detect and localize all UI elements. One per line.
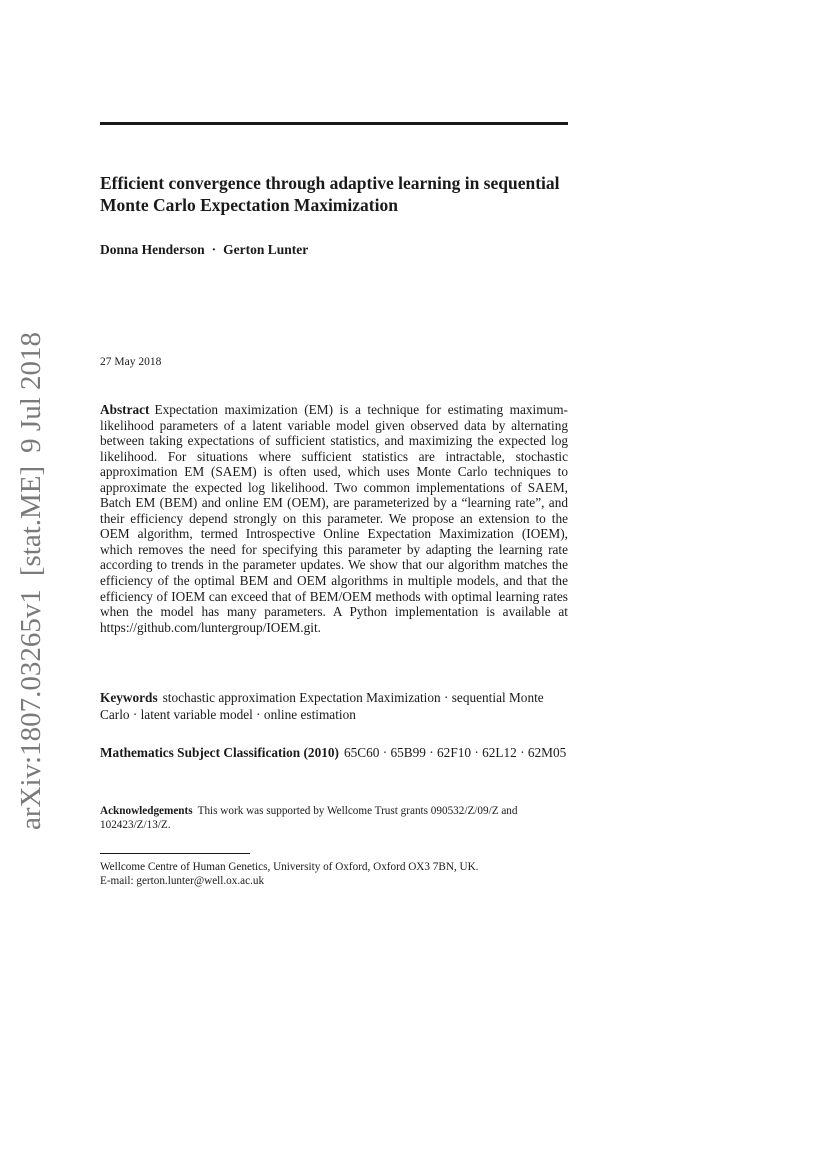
author-list [100, 241, 570, 259]
arxiv-id: arXiv:1807.03265v1 [15, 589, 47, 830]
keywords [100, 689, 568, 723]
footnote-rule [100, 853, 250, 854]
msc-codes: 65C60 · 65B99 · 62F10 · 62L12 · 62M05 [343, 745, 567, 760]
author-name: Donna Henderson [100, 242, 205, 257]
acknowledgements-text: This work was supported by Wellcome Trust grants 090532/Z/09/Z and 102423/Z/13/Z. [100, 805, 518, 831]
acknowledgements-label: Acknowledgements [100, 805, 193, 817]
paper-date: 27 May 2018 [100, 356, 162, 368]
subject-classification [100, 744, 568, 761]
arxiv-date: 9 Jul 2018 [15, 331, 47, 453]
author-separator: · [211, 242, 217, 257]
keywords-label: Keywords [100, 690, 158, 705]
affiliation-institution: Wellcome Centre of Human Genetics, University of Oxford, Oxford OX3 7BN, UK. [100, 861, 479, 873]
arxiv-category: [stat.ME] [15, 465, 47, 577]
abstract-text: Expectation maximization (EM) is a technique for estimating maximum-likelihood parameters of a latent variable model given observed data by alternating between taking expectations of sufficient statistics, and maximizing the expected log likelihood. For situations where sufficient statistics are intractable, stochastic approximation EM (SAEM) is often used, which uses Monte Carlo techniques to approximate the expected log likelihood. Two common implementations of SAEM, Batch EM (BEM) and online EM (OEM), are parameterized by a “learning rate”, and their efficiency depend strongly on this parameter. We propose an extension to the OEM algorithm, termed Introspective Online Expectation Maximization (IOEM), which removes the need for specifying this parameter by adapting the learning rate according to trends in the parameter updates. We show that our algorithm matches the efficiency of the optimal BEM and OEM algorithms in multiple models, and that the efficiency of IOEM can exceed that of BEM/OEM methods with optimal learning rates when the model has many parameters. A Python implementation is available at https://github.com/luntergroup/IOEM.git. [100, 402, 568, 635]
affiliation [100, 860, 570, 888]
author-name: Gerton Lunter [223, 242, 309, 257]
top-rule [100, 122, 568, 125]
abstract [100, 402, 568, 635]
abstract-label: Abstract [100, 402, 150, 417]
acknowledgements [100, 805, 570, 832]
msc-label: Mathematics Subject Classification (2010) [100, 745, 339, 760]
paper-title: Efficient convergence through adaptive learning in sequential Monte Carlo Expectation Maximization [100, 173, 560, 215]
keywords-text: stochastic approximation Expectation Maximization · sequential Monte Carlo · latent variable model · online estimation [100, 690, 544, 722]
arxiv-stamp [14, 319, 48, 830]
affiliation-email: E-mail: gerton.lunter@well.ox.ac.uk [100, 875, 265, 887]
